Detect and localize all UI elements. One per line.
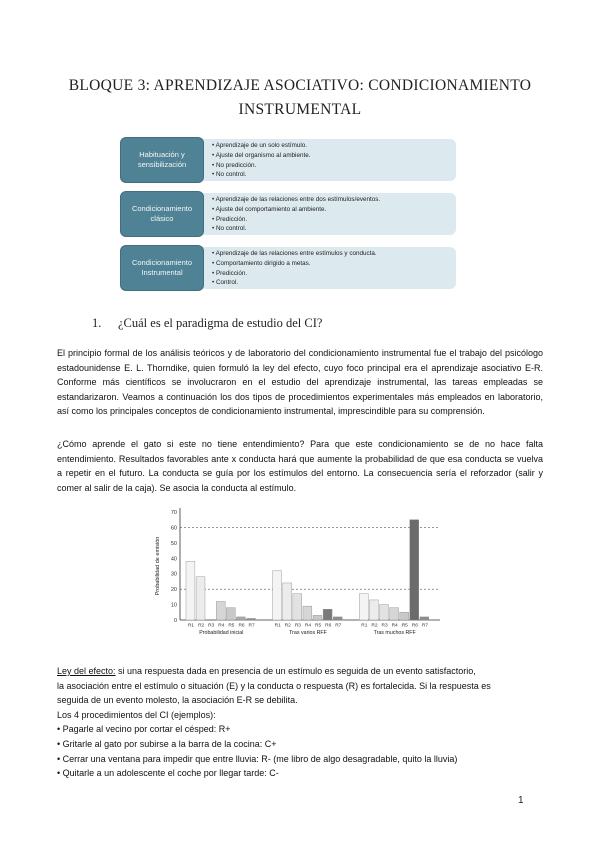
- law-of-effect-section: [57, 664, 543, 781]
- page-title: [40, 74, 560, 122]
- bar-r4: [216, 601, 225, 620]
- y-tick-label: 40: [170, 556, 177, 563]
- y-tick-label: 70: [170, 510, 177, 516]
- x-tick-label: R1: [274, 623, 281, 629]
- group-label: Tras varios RFF: [289, 630, 327, 636]
- x-tick-label: R3: [208, 623, 215, 629]
- bar-r2: [196, 577, 205, 620]
- procedure-item: • Gritarle al gato por subirse a la barra de la cocina: C+: [57, 738, 277, 749]
- procedure-item: • Cerrar una ventana para impedir que entre lluvia: R- (me libro de algo desagradable, quito la lluvia): [57, 753, 458, 764]
- bar-r6: [236, 617, 245, 620]
- bar-r3: [293, 594, 302, 620]
- procedure-item: • Quitarle a un adolescente el coche por llegar tarde: C-: [57, 768, 279, 779]
- diagram-bullet: • No control.: [212, 225, 247, 233]
- x-tick-label: R2: [284, 623, 291, 629]
- y-tick-label: 0: [173, 618, 177, 624]
- law-of-effect-label: Ley del efecto:: [57, 666, 116, 676]
- group-label: Probabilidad inicial: [199, 630, 244, 636]
- comparison-diagram: [120, 137, 456, 299]
- bar-r3: [380, 605, 389, 620]
- bar-r6: [323, 609, 332, 620]
- section-number: 1.: [92, 316, 102, 330]
- x-tick-label: R2: [198, 623, 205, 629]
- bar-r2: [283, 583, 292, 620]
- x-tick-label: R4: [304, 623, 312, 629]
- law-of-effect-line: Ley del efecto: si una respuesta dada en presencia de un estímulo es seguida de un evento satisfactorio,: [57, 666, 476, 676]
- diagram-row-instrumental: [120, 245, 456, 291]
- probability-bar-chart: [150, 500, 450, 642]
- diagram-bullet: • Aprendizaje de las relaciones entre dos estímulos/eventos.: [212, 196, 381, 203]
- diagram-row-list: [196, 193, 456, 235]
- law-of-effect-line: seguida de un evento molesto, la asociación E-R se debilita.: [57, 695, 298, 706]
- section-heading: [92, 316, 322, 331]
- bar-r4: [303, 606, 312, 620]
- diagram-row-habituacion: [120, 137, 456, 183]
- diagram-bullet: • No predicción.: [212, 161, 257, 169]
- y-tick-label: 10: [170, 602, 177, 609]
- x-tick-label: R5: [315, 623, 322, 629]
- diagram-row-list: [196, 139, 456, 181]
- diagram-row-list: [196, 247, 456, 289]
- diagram-row-label: Condicionamiento Instrumental: [120, 245, 204, 291]
- diagram-bullet: • Aprendizaje de las relaciones entre estímulos y conducta.: [212, 250, 377, 257]
- x-tick-label: R2: [371, 623, 378, 629]
- diagram-row-clasico: [120, 191, 456, 237]
- x-tick-label: R6: [238, 623, 245, 629]
- diagram-bullet: • Control.: [212, 279, 239, 287]
- diagram-bullet: • Aprendizaje de un solo estímulo.: [212, 142, 307, 149]
- x-tick-label: R5: [401, 623, 408, 629]
- x-tick-label: R7: [335, 623, 342, 629]
- bar-r7: [420, 617, 429, 620]
- procedures-title: Los 4 procedimientos del CI (ejemplos):: [57, 709, 216, 720]
- y-tick-label: 30: [170, 571, 177, 578]
- title-line-1: BLOQUE 3: APRENDIZAJE ASOCIATIVO: CONDICIONAMIENTO: [68, 77, 532, 94]
- group-label: Tras muchos RFF: [373, 630, 416, 636]
- diagram-bullet: • No control.: [212, 171, 247, 179]
- diagram-bullet: • Ajuste del organismo al ambiente.: [212, 151, 311, 159]
- bar-r6: [410, 520, 419, 620]
- procedure-item: • Pagarle al vecino por cortar el césped: R+: [57, 724, 231, 735]
- bar-r4: [390, 608, 399, 620]
- section-question: ¿Cuál es el paradigma de estudio del CI?: [118, 316, 323, 330]
- paragraph-thorndike: El principio formal de los análisis teóricos y de laboratorio del condicionamiento instrumental fue el trabajo del psicólogo estadounidense E. L. Thorndike, quien formuló la ley del efecto, cuyo foco principal era el aprendizaje asociativo E-R. Conforme más científicos se involucraron en el estudio del aprendizaje instrumental, las tareas empleadas se estandarizaron. Veamos a continuación los dos tipos de procedimientos experimentales más empleados en laboratorio, así como los principales conceptos de condicionamiento instrumental, imprescindible para su comprensión.: [57, 348, 543, 417]
- y-tick-label: 20: [170, 587, 177, 594]
- bar-r7: [333, 617, 342, 620]
- x-tick-label: R3: [294, 623, 301, 629]
- diagram-bullet: • Predicción.: [212, 215, 248, 223]
- x-tick-label: R4: [218, 623, 225, 629]
- x-tick-label: R6: [325, 623, 332, 629]
- diagram-row-label: Condicionamiento clásico: [120, 191, 204, 237]
- bar-r5: [313, 615, 322, 620]
- title-line-2: INSTRUMENTAL: [238, 101, 362, 118]
- diagram-row-label: Habituación y sensibilización: [120, 137, 204, 183]
- x-tick-label: R5: [228, 623, 235, 629]
- bar-r5: [400, 612, 409, 620]
- y-tick-label: 60: [170, 525, 177, 532]
- x-tick-label: R4: [391, 623, 398, 629]
- diagram-bullet: • Ajuste del comportamiento al ambiente.: [212, 205, 327, 213]
- diagram-bullet: • Predicción.: [212, 269, 248, 277]
- paragraph-gato: ¿Cómo aprende el gato si este no tiene entendimiento? Para que este condicionamiento se de no hace falta entendimiento. Resultados favorables ante x conducta hará que aumente la probabilidad de que esa conducta se vuelva a repetir en el futuro. La conducta se guía por los estímulos del entorno. La consecuencia sería el reforzador (salir y comer al salir de la caja). Se asocia la conducta al estímulo.: [57, 439, 543, 493]
- y-tick-label: 50: [170, 540, 177, 547]
- x-tick-label: R1: [361, 623, 368, 629]
- x-tick-label: R7: [248, 623, 255, 629]
- diagram-bullet: • Comportamiento dirigido a metas.: [212, 259, 311, 267]
- page-number: 1: [518, 795, 524, 806]
- law-of-effect-line: la asociación entre el estímulo o situación (E) y la conducta o respuesta (R) es fortalecida. Si la respuesta es: [57, 680, 491, 691]
- x-tick-label: R7: [421, 623, 429, 629]
- bar-r7: [247, 618, 256, 620]
- bar-r5: [226, 608, 235, 620]
- y-axis-label: Probabilidad de emisión: [155, 536, 161, 596]
- bar-r1: [359, 594, 368, 620]
- x-tick-label: R6: [411, 623, 418, 629]
- bar-r1: [273, 571, 282, 620]
- bar-r1: [186, 561, 195, 620]
- x-tick-label: R1: [187, 623, 195, 629]
- bar-r2: [369, 600, 378, 620]
- x-tick-label: R3: [381, 623, 388, 629]
